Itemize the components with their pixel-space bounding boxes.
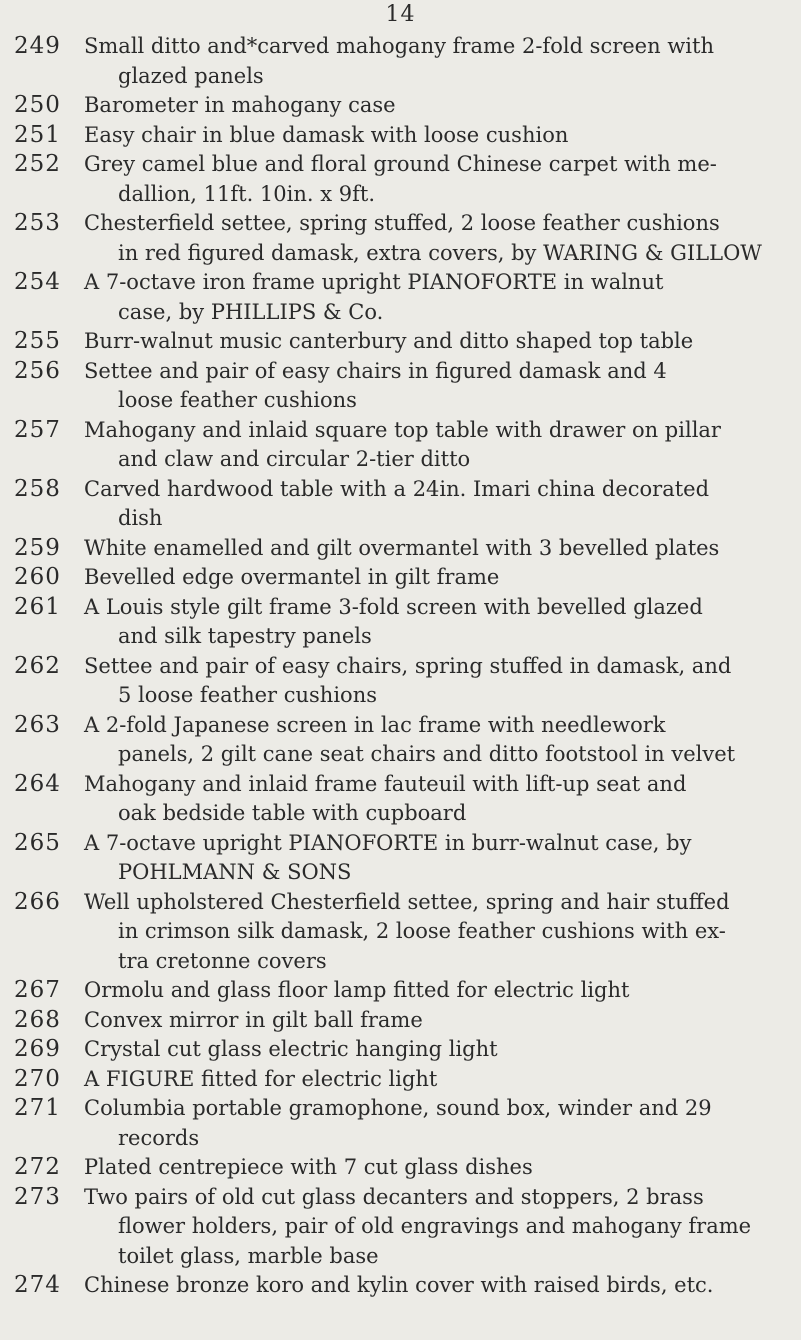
- lot-number: 264: [14, 770, 61, 797]
- lot-entry: [0, 1035, 801, 1065]
- lot-description: [84, 268, 801, 327]
- description-line: A 2-fold Japanese screen in lac frame with needlework: [84, 712, 666, 737]
- lot-number: 255: [14, 328, 61, 354]
- lot-entry: [0, 1183, 801, 1272]
- lot-number: 249: [14, 33, 61, 59]
- lot-entry: [0, 32, 801, 91]
- lot-description: [84, 1094, 801, 1153]
- description-line: Chesterfield settee, spring stuffed, 2 loose feather cushions: [84, 211, 720, 235]
- lot-number: 263: [14, 711, 61, 738]
- lot-entry: [0, 1271, 801, 1301]
- description-line: Crystal cut glass electric hanging light: [84, 1037, 498, 1061]
- lot-number: 274: [14, 1272, 61, 1298]
- lot-number: 252: [14, 151, 61, 177]
- lot-entry: [0, 357, 801, 416]
- lot-number: 272: [14, 1154, 61, 1180]
- description-line: oak bedside table with cupboard: [118, 801, 467, 825]
- description-line: tra cretonne covers: [118, 948, 327, 973]
- description-line: A Louis style gilt frame 3-fold screen with bevelled glazed: [84, 594, 703, 619]
- lot-list: [0, 32, 801, 1301]
- description-line: dallion, 11ft. 10in. x 9ft.: [118, 181, 375, 206]
- lot-description: [84, 1035, 801, 1065]
- lot-number: 270: [14, 1065, 61, 1092]
- description-line: Barometer in mahogany case: [84, 93, 396, 117]
- lot-number: 260: [14, 564, 61, 590]
- lot-number: 257: [14, 416, 61, 443]
- lot-description: [84, 357, 801, 416]
- lot-entry: [0, 1153, 801, 1183]
- lot-number: 265: [14, 829, 61, 856]
- description-line: Convex mirror in gilt ball frame: [84, 1007, 423, 1032]
- lot-entry: [0, 593, 801, 652]
- lot-description: [84, 1065, 801, 1095]
- lot-description: [84, 1271, 801, 1301]
- description-line: Settee and pair of easy chairs in figured damask and 4: [84, 358, 667, 383]
- description-line: toilet glass, marble base: [118, 1243, 379, 1268]
- lot-description: [84, 150, 801, 209]
- lot-description: [84, 770, 801, 829]
- lot-entry: [0, 563, 801, 593]
- lot-description: [84, 1183, 801, 1272]
- lot-entry: [0, 91, 801, 121]
- lot-entry: [0, 416, 801, 475]
- lot-entry: [0, 829, 801, 888]
- lot-number: 262: [14, 652, 61, 679]
- lot-number: 271: [14, 1095, 61, 1121]
- description-line: Mahogany and inlaid frame fauteuil with lift-up seat and: [84, 771, 687, 796]
- description-line: A FIGURE fitted for electric light: [84, 1066, 438, 1091]
- description-line: POHLMANN & SONS: [118, 860, 352, 884]
- lot-number: 267: [14, 977, 61, 1003]
- lot-number: 251: [14, 121, 61, 148]
- lot-entry: [0, 534, 801, 564]
- lot-description: [84, 209, 801, 268]
- description-line: White enamelled and gilt overmantel with 3 bevelled plates: [84, 535, 720, 560]
- lot-entry: [0, 976, 801, 1006]
- lot-entry: [0, 652, 801, 711]
- lot-description: [84, 563, 801, 593]
- description-line: case, by PHILLIPS & Co.: [118, 299, 384, 324]
- lot-number: 254: [14, 269, 61, 295]
- lot-number: 258: [14, 475, 61, 502]
- lot-number: 261: [14, 593, 61, 620]
- lot-number: 273: [14, 1183, 61, 1210]
- lot-description: [84, 593, 801, 652]
- lot-entry: [0, 770, 801, 829]
- lot-description: [84, 475, 801, 534]
- lot-entry: [0, 1094, 801, 1153]
- lot-description: [84, 829, 801, 888]
- description-line: Mahogany and inlaid square top table with drawer on pillar: [84, 417, 721, 442]
- lot-number: 253: [14, 210, 61, 236]
- lot-entry: [0, 1065, 801, 1095]
- lot-number: 259: [14, 534, 61, 561]
- description-line: in crimson silk damask, 2 loose feather cushions with ex-: [118, 919, 726, 943]
- lot-entry: [0, 888, 801, 977]
- description-line: Small ditto and*carved mahogany frame 2-fold screen with: [84, 34, 714, 58]
- description-line: records: [118, 1125, 200, 1150]
- description-line: Ormolu and glass floor lamp fitted for electric light: [84, 978, 630, 1002]
- description-line: Chinese bronze koro and kylin cover with raised birds, etc.: [84, 1273, 714, 1297]
- description-line: Bevelled edge overmantel in gilt frame: [84, 565, 500, 589]
- description-line: Burr-walnut music canterbury and ditto shaped top table: [84, 329, 694, 353]
- lot-description: [84, 1153, 801, 1183]
- lot-number: 269: [14, 1036, 61, 1062]
- description-line: A 7-octave upright PIANOFORTE in burr-walnut case, by: [84, 830, 692, 855]
- description-line: Two pairs of old cut glass decanters and stoppers, 2 brass: [84, 1184, 704, 1209]
- page-number: 14: [385, 2, 416, 27]
- lot-description: [84, 652, 801, 711]
- lot-description: [84, 121, 801, 151]
- description-line: and claw and circular 2-tier ditto: [118, 447, 471, 471]
- description-line: Grey camel blue and floral ground Chinese carpet with me-: [84, 152, 717, 176]
- description-line: Plated centrepiece with 7 cut glass dishes: [84, 1155, 533, 1179]
- description-line: A 7-octave iron frame upright PIANOFORTE in walnut: [84, 270, 664, 294]
- lot-entry: [0, 711, 801, 770]
- description-line: Columbia portable gramophone, sound box, winder and 29: [84, 1096, 712, 1120]
- description-line: dish: [118, 506, 163, 530]
- description-line: Carved hardwood table with a 24in. Imari china decorated: [84, 476, 710, 501]
- description-line: Settee and pair of easy chairs, spring stuffed in damask, and: [84, 653, 732, 678]
- lot-description: [84, 416, 801, 475]
- lot-description: [84, 32, 801, 91]
- description-line: flower holders, pair of old engravings and mahogany frame: [118, 1214, 752, 1238]
- lot-number: 268: [14, 1006, 61, 1033]
- description-line: in red figured damask, extra covers, by WARING & GILLOW: [118, 240, 762, 265]
- lot-description: [84, 327, 801, 357]
- lot-number: 266: [14, 888, 61, 915]
- lot-entry: [0, 327, 801, 357]
- lot-entry: [0, 209, 801, 268]
- lot-entry: [0, 475, 801, 534]
- description-line: Easy chair in blue damask with loose cushion: [84, 122, 569, 147]
- lot-entry: [0, 1006, 801, 1036]
- lot-entry: [0, 268, 801, 327]
- lot-description: [84, 534, 801, 564]
- lot-number: 256: [14, 357, 61, 384]
- lot-number: 250: [14, 92, 61, 118]
- lot-entry: [0, 121, 801, 151]
- lot-description: [84, 888, 801, 977]
- lot-entry: [0, 150, 801, 209]
- lot-description: [84, 976, 801, 1006]
- lot-description: [84, 1006, 801, 1036]
- lot-description: [84, 711, 801, 770]
- lot-description: [84, 91, 801, 121]
- description-line: Well upholstered Chesterfield settee, spring and hair stuffed: [84, 889, 730, 914]
- description-line: and silk tapestry panels: [118, 624, 372, 648]
- description-line: loose feather cushions: [118, 388, 357, 412]
- description-line: panels, 2 gilt cane seat chairs and ditto footstool in velvet: [118, 742, 736, 766]
- description-line: 5 loose feather cushions: [118, 683, 377, 707]
- description-line: glazed panels: [118, 63, 264, 88]
